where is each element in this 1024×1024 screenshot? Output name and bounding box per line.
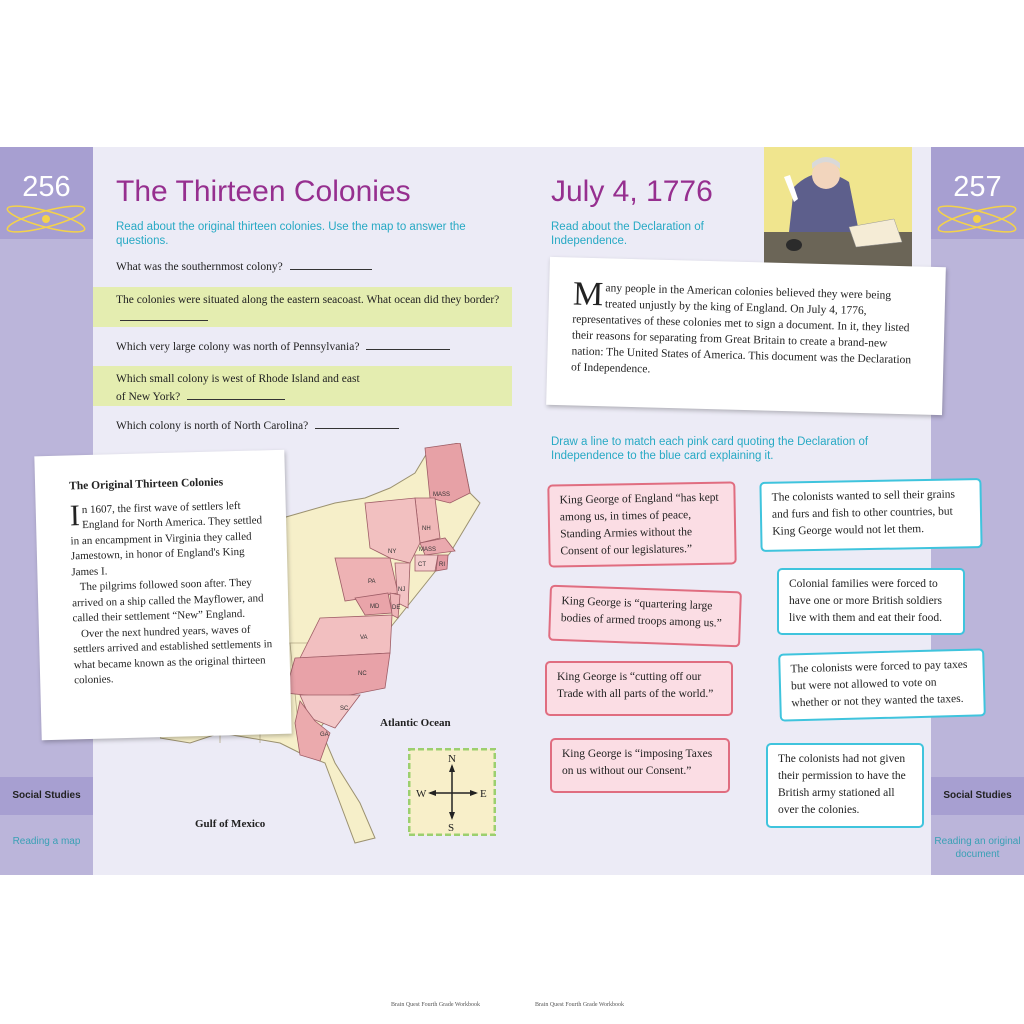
blue-card-1[interactable]: The colonists wanted to sell their grains and furs and fish to other countries, but King George would not let them. [759,478,982,552]
pink-card-2[interactable]: King George is “quartering large bodies of armed troops among us.” [548,585,742,648]
map-label-mass-2: MASS [419,547,437,553]
workbook-spread [0,147,1024,1008]
pink-card-3[interactable]: King George is “cutting off our Trade with all parts of the world.” [545,661,733,716]
question-5: Which colony is north of North Carolina? [116,417,399,435]
page-number-right: 257 [953,171,1002,203]
svg-text:N: N [448,753,456,765]
answer-blank-2[interactable] [120,310,208,321]
pink-card-4[interactable]: King George is “imposing Taxes on us without our Consent.” [550,738,730,793]
svg-text:E: E [480,788,487,800]
page-number-left: 256 [22,171,71,203]
skill-label-left: Reading a map [12,836,81,847]
blue-card-2[interactable]: Colonial families were forced to have one or more British soldiers live with them and eat their food. [777,568,965,635]
reading-card-declaration [546,257,946,415]
map-label-ny: NY [388,549,397,555]
map-label-de: DE [392,605,401,611]
page-number-box-left [0,147,93,239]
map-label-nh: NH [422,526,431,532]
reading-card-colonies [34,450,291,740]
answer-blank-5[interactable] [315,418,399,429]
instruction-right: Read about the Declaration of Independence. [551,221,704,247]
map-label-gulf: Gulf of Mexico [195,818,266,830]
svg-text:W: W [416,788,427,800]
question-4: Which small colony is west of Rhode Island and east of New York? [93,366,512,406]
page-number-box-right [931,147,1024,239]
reading-paragraph-declaration: Many people in the American colonies believed they were being treated unjustly by the king of England. On July 4, 1776, representatives of these colonies met to sign a document. In it, they listed their reasons for separating from Great Britain to create a brand-new nation: The United States of America. This document was the Declaration of Independence. [570,275,912,376]
reading-paragraph-1: In 1607, the first wave of settlers left England for North America. They settled in an encampment in Virginia they called Jamestown, in honor of England's King James I. [69,498,263,578]
pink-card-1[interactable]: King George of England “has kept among us, in times of peace, Standing Armies without the Consent of our legislatures.” [547,481,736,567]
question-1: What was the southernmost colony? [116,258,372,276]
map-label-va: VA [360,635,368,641]
map-label-atlantic: Atlantic Ocean [380,717,451,729]
colony-nc [285,653,390,698]
instruction-left: Read about the original thirteen colonies. Use the map to answer the questions. [116,221,466,247]
map-label-md: MD [370,604,380,610]
page-title-left: The Thirteen Colonies [116,175,411,208]
map-label-ri: RI [439,562,445,568]
map-label-ct: CT [418,562,426,568]
atom-icon [4,197,89,237]
atom-icon [935,197,1020,237]
reading-paragraph-2: The pilgrims followed soon after. They arrived on a ship called the Mayflower, and called their settlement “New” England. [72,576,264,625]
map-label-nc: NC [358,671,367,677]
founding-father-illustration [764,147,912,272]
map-label-sc: SC [340,706,349,712]
reading-paragraph-3: Over the next hundred years, waves of settlers arrived and established settlements in what became known as the original thirteen colonies. [73,623,273,687]
subject-label-right: Social Studies [931,777,1024,815]
map-label-ga: GA [320,732,329,738]
question-2: The colonies were situated along the eastern seacoast. What ocean did they border? [93,287,512,327]
compass-rose-icon [408,748,496,836]
skill-label-right: Reading an original document [934,836,1021,860]
map-label-pa: PA [368,579,376,585]
question-3: Which very large colony was north of Pennsylvania? [116,338,450,356]
subject-label-left: Social Studies [0,777,93,815]
map-label-nj: NJ [398,587,406,593]
answer-blank-3[interactable] [366,339,450,350]
svg-text:S: S [448,822,455,834]
blue-card-3[interactable]: The colonists were forced to pay taxes but were not allowed to vote on whether or not they wanted the taxes. [778,648,986,721]
blue-card-4[interactable]: The colonists had not given their permission to have the British army stationed all over the colonies. [766,743,924,828]
answer-blank-4[interactable] [187,389,285,400]
footer-left: Brain Quest Fourth Grade Workbook [391,1002,481,1008]
map-label-mass: MASS [433,492,451,498]
match-instruction: Draw a line to match each pink card quoting the Declaration of Independence to the blue card explaining it. [551,436,869,462]
answer-blank-1[interactable] [290,259,372,270]
reading-title: The Original Thirteen Colonies [68,476,224,493]
page-title-right: July 4, 1776 [551,175,713,208]
footer-right: Brain Quest Fourth Grade Workbook [535,1002,625,1008]
